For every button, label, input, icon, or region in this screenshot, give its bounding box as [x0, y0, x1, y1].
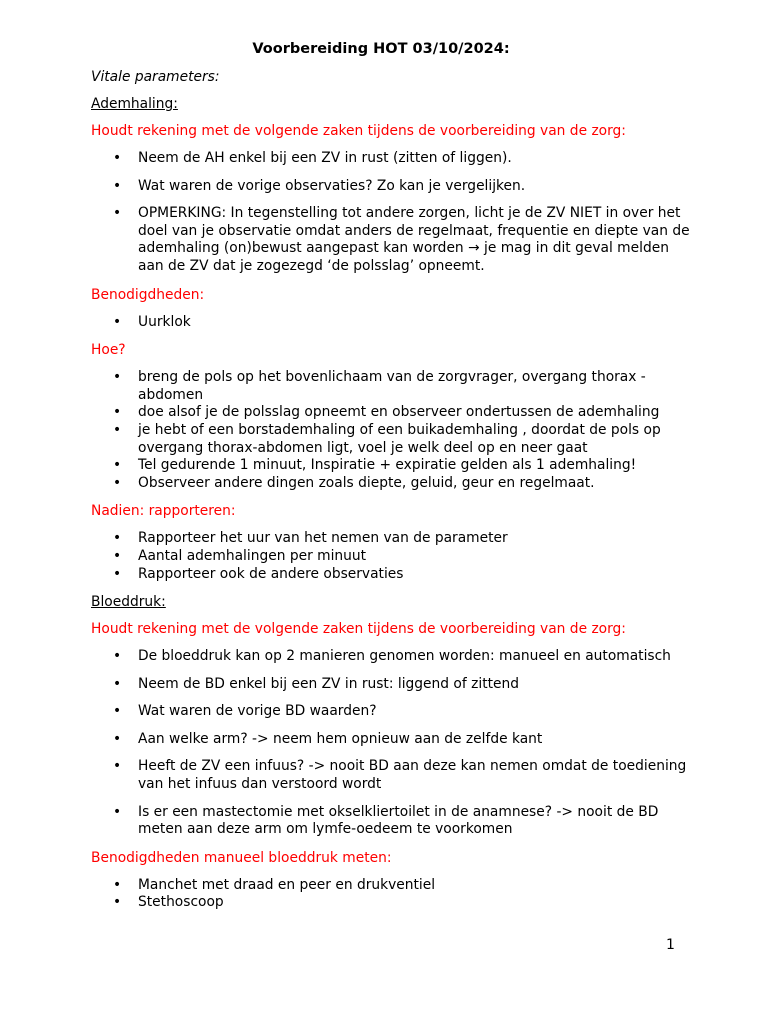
ademhaling-heading: Ademhaling: — [91, 96, 178, 112]
bullet-icon: • — [113, 803, 122, 820]
list-item: • Uurklok — [113, 313, 191, 330]
bullet-icon: • — [113, 150, 122, 166]
ademhaling-voorbereiding-heading: Houdt rekening met de volgende zaken tijdens de voorbereiding van de zorg: — [91, 123, 626, 139]
list-item: • OPMERKING: In tegenstelling tot andere zorgen, licht je de ZV NIET in over het doel van je observatie omdat anders de regelmaat, frequentie en diepte van de ademhaling (on)bewust aangepast kan worden → je mag in dit geval melden aan de ZV dat je zogezegd ‘de polsslag’ opneemt. — [113, 205, 690, 274]
list-item: • Stethoscoop — [113, 894, 224, 911]
list-item: • Heeft de ZV een infuus? -> nooit BD aan deze kan nemen omdat de toediening van het infuus dan verstoord wordt — [113, 758, 687, 793]
list-item: • Is er een mastectomie met okselkliertoilet in de anamnese? -> nooit de BD meten aan deze arm om lymfe-oedeem te voorkomen — [113, 803, 659, 838]
list-item: • Wat waren de vorige BD waarden? — [113, 703, 377, 720]
ademhaling-hoe-list — [91, 369, 691, 492]
bullet-icon: • — [113, 675, 122, 692]
list-item: • Aantal ademhalingen per minuut — [113, 547, 367, 564]
ademhaling-benodigdheden-heading: Benodigdheden: — [91, 286, 205, 303]
bullet-icon: • — [113, 205, 122, 222]
bullet-icon: • — [113, 404, 122, 421]
bullet-icon: • — [113, 703, 122, 720]
vitale-parameters-heading: Vitale parameters: — [91, 69, 220, 85]
list-item: • Neem de BD enkel bij een ZV in rust: liggend of zittend — [113, 675, 519, 692]
list-item: • Tel gedurende 1 minuut, Inspiratie + expiratie gelden als 1 ademhaling! — [113, 457, 637, 474]
bullet-icon: • — [113, 547, 122, 564]
list-item: • Rapporteer het uur van het nemen van de parameter — [113, 530, 508, 547]
list-item: • Wat waren de vorige observaties? Zo kan je vergelijken. — [113, 177, 526, 194]
bullet-icon: • — [113, 457, 122, 474]
list-item: • Manchet met draad en peer en drukventiel — [113, 876, 436, 893]
document-page — [91, 41, 691, 922]
bullet-icon: • — [113, 894, 122, 911]
ademhaling-nadien-list — [91, 530, 691, 583]
list-item: • Rapporteer ook de andere observaties — [113, 565, 404, 582]
ademhaling-hoe-heading: Hoe? — [91, 342, 126, 359]
ademhaling-benodigdheden-list — [91, 314, 691, 332]
ademhaling-nadien-heading: Nadien: rapporteren: — [91, 503, 236, 520]
bloeddruk-benodigdheden-heading: Benodigdheden manueel bloeddruk meten: — [91, 849, 392, 866]
page-number: 1 — [666, 937, 675, 953]
list-item: • Aan welke arm? -> neem hem opnieuw aan de zelfde kant — [113, 730, 543, 747]
ademhaling-voorbereiding-list — [91, 150, 691, 276]
list-item: • Neem de AH enkel bij een ZV in rust (zitten of liggen). — [113, 150, 512, 166]
bullet-icon: • — [113, 876, 122, 893]
bloeddruk-voorbereiding-list — [91, 648, 691, 839]
bloeddruk-voorbereiding-heading: Houdt rekening met de volgende zaken tijdens de voorbereiding van de zorg: — [91, 621, 626, 638]
list-item: • Observeer andere dingen zoals diepte, geluid, geur en regelmaat. — [113, 474, 595, 491]
bullet-icon: • — [113, 177, 122, 194]
bullet-icon: • — [113, 369, 122, 386]
list-item: • je hebt of een borstademhaling of een buikademhaling , doordat de pols op overgang thorax-abdomen ligt, voel je welk deel op en neer gaat — [113, 421, 661, 456]
bullet-icon: • — [113, 565, 122, 582]
bullet-icon: • — [113, 730, 122, 747]
list-item: • breng de pols op het bovenlichaam van de zorgvrager, overgang thorax - abdomen — [113, 369, 646, 403]
bloeddruk-heading: Bloeddruk: — [91, 594, 166, 611]
bullet-icon: • — [113, 421, 122, 438]
bullet-icon: • — [113, 758, 122, 775]
bullet-icon: • — [113, 648, 122, 665]
bullet-icon: • — [113, 530, 122, 547]
bullet-icon: • — [113, 313, 122, 330]
bullet-icon: • — [113, 474, 122, 491]
document-title: Voorbereiding HOT 03/10/2024: — [252, 41, 510, 57]
list-item: • De bloeddruk kan op 2 manieren genomen worden: manueel en automatisch — [113, 648, 671, 665]
list-item: • doe alsof je de polsslag opneemt en observeer ondertussen de ademhaling — [113, 404, 660, 421]
bloeddruk-benodigdheden-list — [91, 877, 691, 912]
